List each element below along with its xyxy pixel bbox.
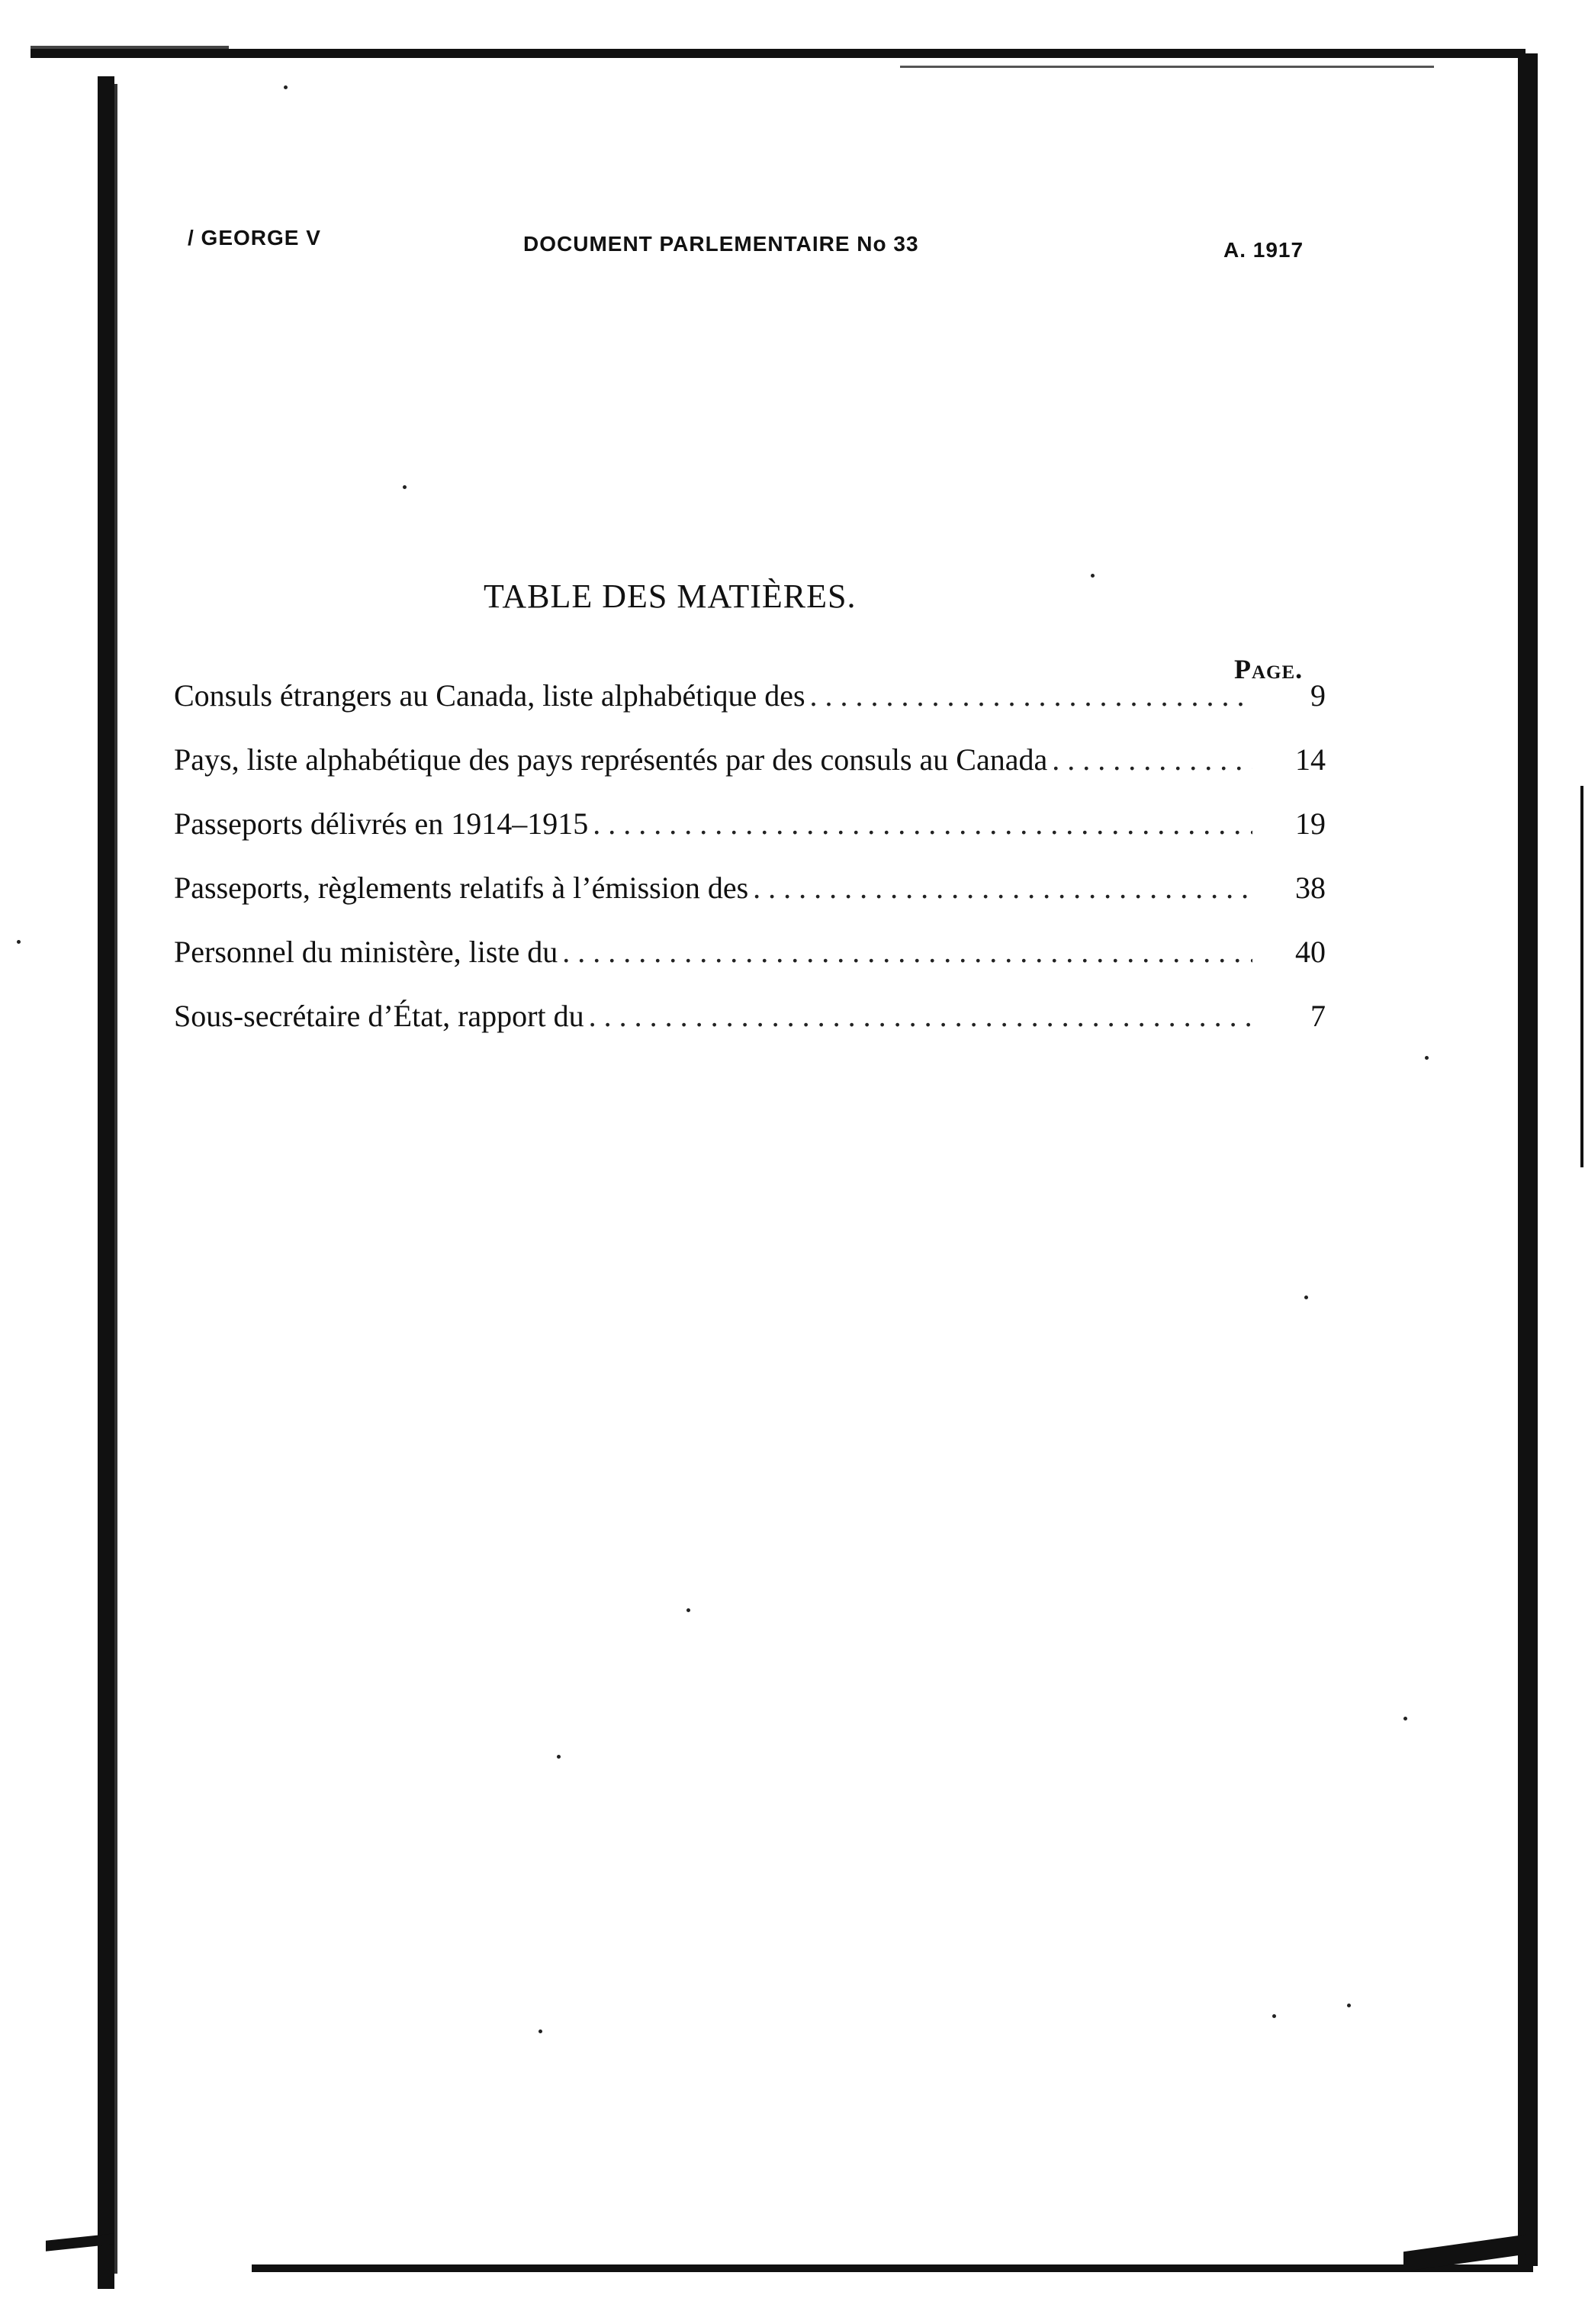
toc-entry-page: 14 <box>1295 742 1326 777</box>
toc-entry[interactable] <box>174 792 1326 856</box>
dot-leader <box>589 984 1252 1048</box>
dot-leader <box>1052 728 1252 792</box>
scan-speck <box>1403 1717 1407 1720</box>
scan-speck <box>403 485 407 489</box>
running-header <box>0 226 1585 262</box>
header-year: A. 1917 <box>1223 238 1304 262</box>
toc-entry[interactable] <box>174 664 1326 728</box>
toc-entry-page: 7 <box>1310 999 1326 1033</box>
header-reign: / GEORGE V <box>188 226 321 249</box>
scan-speck <box>1091 574 1095 578</box>
scan-inner-rule <box>900 66 1434 68</box>
scan-speck <box>686 1608 690 1612</box>
scan-speck <box>539 2029 542 2033</box>
toc-list <box>174 664 1326 1048</box>
scan-speck <box>1304 1296 1308 1299</box>
scan-border-bottom-left <box>46 2233 114 2251</box>
toc-entry-page: 9 <box>1310 678 1326 713</box>
toc-entry[interactable] <box>174 728 1326 792</box>
toc-entry-page: 19 <box>1295 806 1326 841</box>
page-column-label: Page. <box>1234 654 1304 684</box>
scan-border-bottom-right <box>1403 2235 1526 2271</box>
scan-speck <box>17 940 21 944</box>
scan-speck <box>284 85 288 89</box>
scan-border-left-inner <box>114 84 117 2274</box>
scan-speck <box>1272 2014 1276 2018</box>
toc-title: TABLE DES MATIÈRES. <box>484 578 857 615</box>
dot-leader <box>810 664 1252 728</box>
scan-border-left <box>98 76 114 2289</box>
scan-border-bottom <box>252 2264 1533 2272</box>
toc-entry-label: Personnel du ministère, liste du <box>174 935 558 969</box>
toc-entry-label: Consuls étrangers au Canada, liste alphabétique des <box>174 678 805 713</box>
toc-entry-label: Pays, liste alphabétique des pays représentés par des consuls au Canada <box>174 742 1048 777</box>
header-document-title: DOCUMENT PARLEMENTAIRE No 33 <box>523 232 919 256</box>
scan-speck <box>1425 1056 1429 1060</box>
toc-entry[interactable] <box>174 920 1326 984</box>
toc-entry-page: 40 <box>1295 935 1326 969</box>
toc-entry[interactable] <box>174 856 1326 920</box>
scan-right-tick <box>1580 786 1583 1167</box>
toc-entry-page: 38 <box>1295 871 1326 905</box>
scan-border-top <box>31 49 1526 58</box>
dot-leader <box>593 792 1252 856</box>
toc-entry-label: Passeports, règlements relatifs à l’émission des <box>174 871 749 905</box>
scan-border-right <box>1518 53 1538 2266</box>
toc-entry-label: Sous-secrétaire d’État, rapport du <box>174 999 584 1033</box>
dot-leader <box>753 856 1252 920</box>
dot-leader <box>562 920 1252 984</box>
toc-entry-label: Passeports délivrés en 1914–1915 <box>174 806 589 841</box>
toc-entry[interactable] <box>174 984 1326 1048</box>
scan-speck <box>1347 2004 1351 2007</box>
scan-border-top-fade <box>31 46 229 49</box>
scan-speck <box>557 1755 561 1759</box>
